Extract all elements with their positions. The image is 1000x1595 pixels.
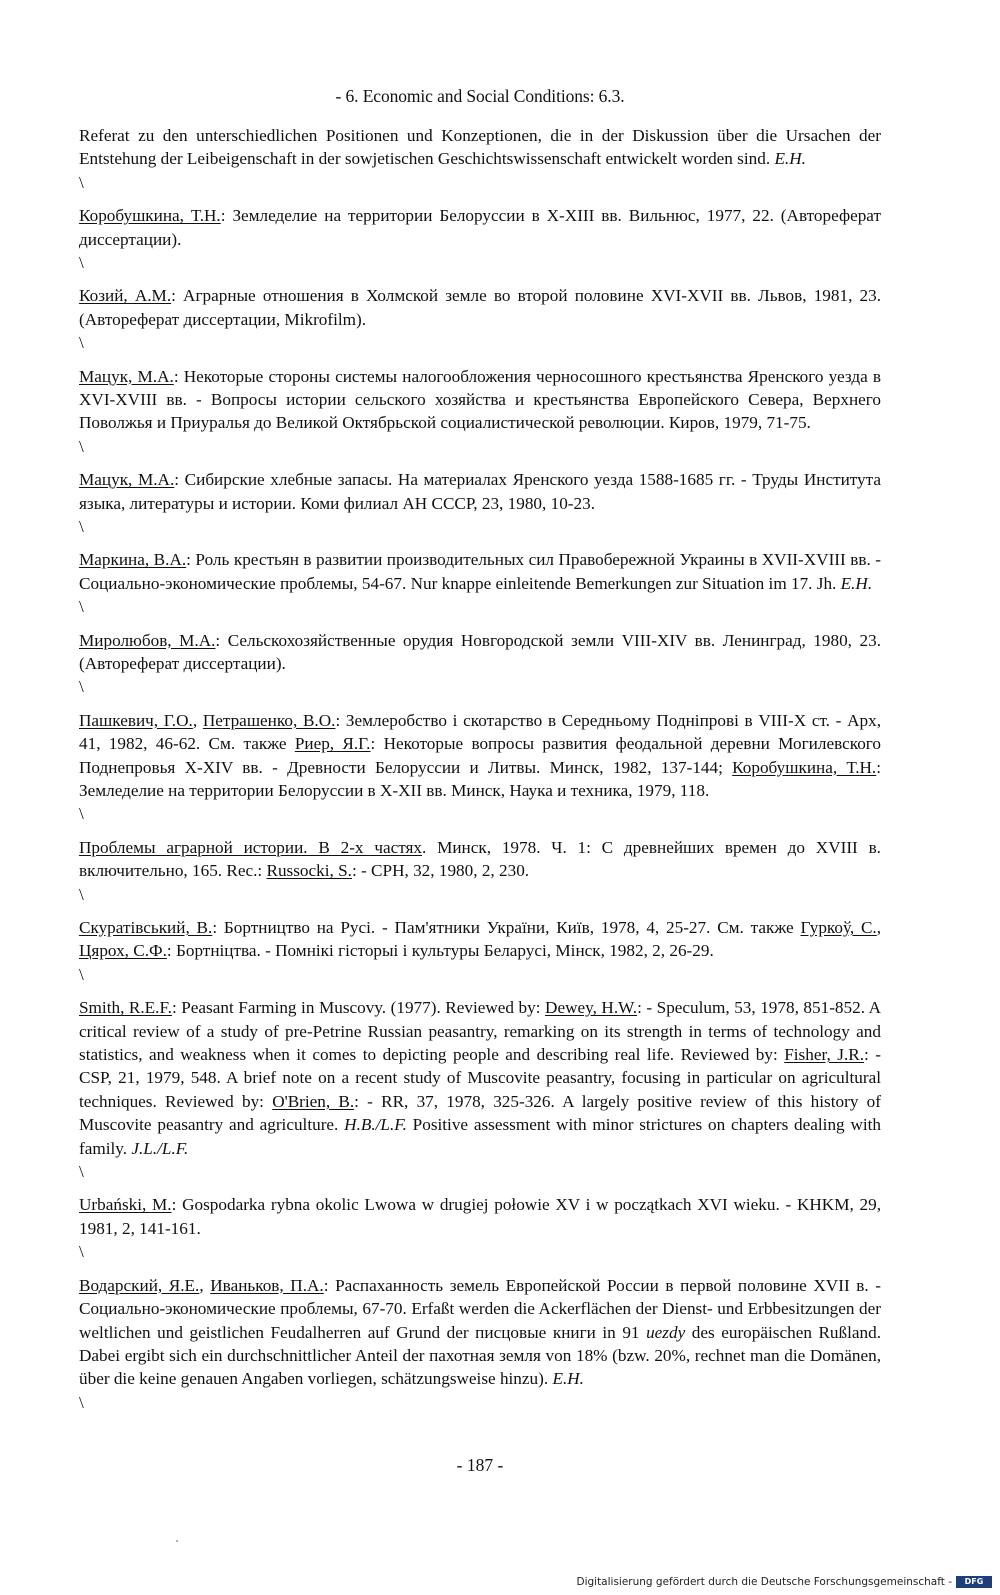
author-name: Fisher, J.R.: [784, 1045, 865, 1065]
entry-text: : Роль крестьян в развитии производительных сил Правобережной Украины в XVII-XVIII вв. - Социально-экономические проблемы, 54-67. Nur knappe einleitende Bemerkungen zur Situation im 17. Jh.: [79, 550, 881, 593]
entry-text: : Peasant Farming in Muscovy. (1977). Reviewed by:: [171, 998, 546, 1018]
author-name: Пашкевич, Г.О.: [79, 710, 193, 730]
entry-separator: \: [79, 436, 84, 456]
page-header: - 6. Economic and Social Conditions: 6.3.: [335, 86, 625, 106]
author-name: Коробушкина, Т.Н.: [79, 206, 221, 226]
entry-text: : - RR, 37, 1978, 325-326. A largely positive review of this history of Muscovite peasantry and agriculture.: [79, 1091, 881, 1135]
entry-text: : Аграрные отношения в Холмской земле во второй половине XVI-XVII вв. Львов, 1981, 23. (Автореферат диссертации, Mikrofilm).: [79, 286, 881, 329]
bibliography-entry: [79, 836, 881, 883]
entry-text: ,: [192, 710, 203, 730]
entry-separator: \: [79, 804, 84, 824]
entry-separator: \: [79, 597, 84, 617]
author-name: Цярох, С.Ф.: [79, 941, 167, 961]
entry-separator: \: [79, 677, 84, 697]
author-name: Миролюбов, М.А.: [79, 630, 216, 650]
page-number: - 187 -: [456, 1455, 504, 1475]
bibliography-entry: [79, 284, 881, 331]
reviewer-initials: E.H.: [840, 573, 873, 593]
author-name: Dewey, H.W.: [545, 998, 638, 1018]
entry-text: : Gospodarka rybna okolic Lwowa w drugiej połowie XV i w początkach XVI wieku. - KHKM, 29, 1981, 2, 141-161.: [79, 1195, 881, 1238]
entry-text: . Минск, 1978. Ч. 1: С древнейших времен до XVIII в. включительно, 165. Rec.:: [79, 837, 881, 881]
entry-text: : Землеробство і скотарство в Середньому Подніпрові в VIII-X ст. - Арх, 41, 1982, 46-62. См. также: [79, 710, 882, 754]
entry-text: : Распаханность земель Европейской России в первой половине XVII в. - Социально-экономические проблемы, 67-70. Erfaßt werden die Ackerflächen der Dienst- und Erbbesitzungen der weltlichen und geistlichen Feudalherren auf Grund der писцовые книги in 91: [79, 1275, 881, 1342]
author-name: Риер, Я.Г.: [294, 734, 371, 754]
author-name: Козий, А.М.: [79, 286, 172, 306]
entry-text: : - CPH, 32, 1980, 2, 230.: [351, 861, 530, 881]
entry-separator: \: [79, 1162, 84, 1182]
entry-separator: \: [79, 1242, 84, 1262]
author-name: O'Brien, B.: [272, 1091, 355, 1111]
entry-text: Referat zu den unterschiedlichen Positionen und Konzeptionen, die in der Diskussion über die Ursachen der Entstehung der Leibeigenschaft in der sowjetischen Geschichtswissenschaft entwickelt worden sind.: [79, 126, 881, 169]
entry-text: : Бортніцтва. - Помнікі гісторыі і культуры Беларусі, Мінск, 1982, 2, 26-29.: [166, 941, 714, 961]
entry-text: : Сельскохозяйственные орудия Новгородской земли VIII-XIV вв. Ленинград, 1980, 23. (Автореферат диссертации).: [79, 630, 881, 674]
author-name: Russocki, S.: [266, 861, 352, 881]
author-name: Скуратівський, В.: [79, 918, 213, 938]
bibliography-list: [79, 124, 881, 1424]
footer-text: Digitalisierung gefördert durch die Deutsche Forschungsgemeinschaft -: [576, 1576, 952, 1588]
entry-text: : Бортництво на Русі. - Пам'ятники України, Київ, 1978, 4, 25-27. См. также: [212, 918, 801, 938]
author-name: Иваньков, П.А.: [210, 1275, 324, 1295]
reviewer-initials: H.B./L.F.: [344, 1115, 407, 1135]
entry-text: Positive assessment with minor strictures on chapters dealing with family.: [79, 1115, 882, 1158]
reviewer-initials: E.H.: [552, 1369, 584, 1389]
author-name: Проблемы аграрной истории. В 2-х частях: [79, 837, 422, 857]
bibliography-entry: [79, 124, 881, 171]
entry-text: : - CSP, 21, 1979, 548. A brief note on a recent study of Muscovite peasantry, focusing in particular on agricultural techniques. Reviewed by:: [79, 1045, 882, 1111]
entry-separator: \: [79, 172, 84, 192]
author-name: Водарский, Я.Е.: [79, 1275, 200, 1295]
entry-separator: \: [79, 253, 84, 273]
bibliography-entry: [79, 709, 881, 803]
author-name: Smith, R.E.F.: [79, 998, 172, 1018]
entry-text: : Земледелие на территории Белоруссии в X-XII вв. Минск, Наука и техника, 1979, 118.: [79, 757, 881, 801]
entry-text: ,: [876, 918, 882, 938]
bibliography-entry: [79, 996, 881, 1160]
entry-separator: \: [79, 517, 84, 537]
entry-separator: \: [79, 884, 84, 904]
entry-text: : - Speculum, 53, 1978, 851-852. A critical review of a study of pre-Petrine Russian peasantry, remarking on its strength in terms of technology and statistics, and weakness when it comes to depicting people and describing real life. Reviewed by:: [79, 998, 881, 1065]
entry-text: : Некоторые стороны системы налогообложения черносошного крестьянства Яренского уезда в XVI-XVIII вв. - Вопросы истории сельского хозяйства и крестьянства Европейского Севера, Верхнего Поволжья и Приуралья до Великой Октябрьской социалистической революции. Киров, 1979, 71-75.: [79, 366, 881, 433]
author-name: Коробушкина, Т.Н.: [732, 757, 877, 777]
author-name: Маркина, В.А.: [79, 550, 187, 570]
entry-text: des europäischen Rußland. Dabei ergibt sich ein durchschnittlicher Anteil der пахотная земля von 18% (bzw. 20%, rechnet man die Domänen, über die keine genauen Angaben vorliegen, schätzungsweise hinzu).: [79, 1322, 882, 1389]
author-name: Мацук, М.А.: [79, 470, 175, 490]
entry-text: : Некоторые вопросы развития феодальной деревни Могилевского Поднепровья X-XIV вв. - Древности Белоруссии и Литвы. Минск, 1982, 137-144;: [79, 734, 882, 777]
entry-separator: \: [79, 1392, 84, 1412]
reviewer-initials: J.L./L.F.: [131, 1138, 189, 1158]
digitization-footer: [576, 1576, 992, 1588]
author-name: Urbański, M.: [79, 1195, 172, 1215]
dfg-logo: DFG: [956, 1576, 992, 1588]
bibliography-entry: [79, 1193, 881, 1240]
bibliography-entry: [79, 629, 881, 676]
bibliography-entry: [79, 916, 881, 963]
bibliography-entry: [79, 365, 881, 435]
bibliography-entry: [79, 204, 881, 251]
entry-separator: \: [79, 333, 84, 353]
entry-text: : Земледелие на территории Белоруссии в X-XIII вв. Вильнюс, 1977, 22. (Автореферат диссертации).: [79, 206, 881, 249]
entry-text: : Сибирские хлебные запасы. На материалах Яренского уезда 1588-1685 гг. - Труды Института языка, литературы и истории. Коми филиал АН СССР, 23, 1980, 10-23.: [79, 470, 882, 513]
entry-separator: \: [79, 964, 84, 984]
author-name: Гуркоў, С.: [800, 918, 877, 938]
bibliography-entry: [79, 1274, 881, 1391]
bibliography-entry: [79, 468, 881, 515]
entry-text: ,: [199, 1275, 211, 1295]
bibliography-entry: [79, 548, 881, 595]
author-name: Петрашенко, В.О.: [202, 710, 336, 730]
scan-speck: [176, 1540, 178, 1542]
reviewer-initials: uezdy: [646, 1322, 686, 1342]
author-name: Мацук, М.А.: [79, 366, 174, 386]
reviewer-initials: E.H.: [774, 149, 806, 169]
